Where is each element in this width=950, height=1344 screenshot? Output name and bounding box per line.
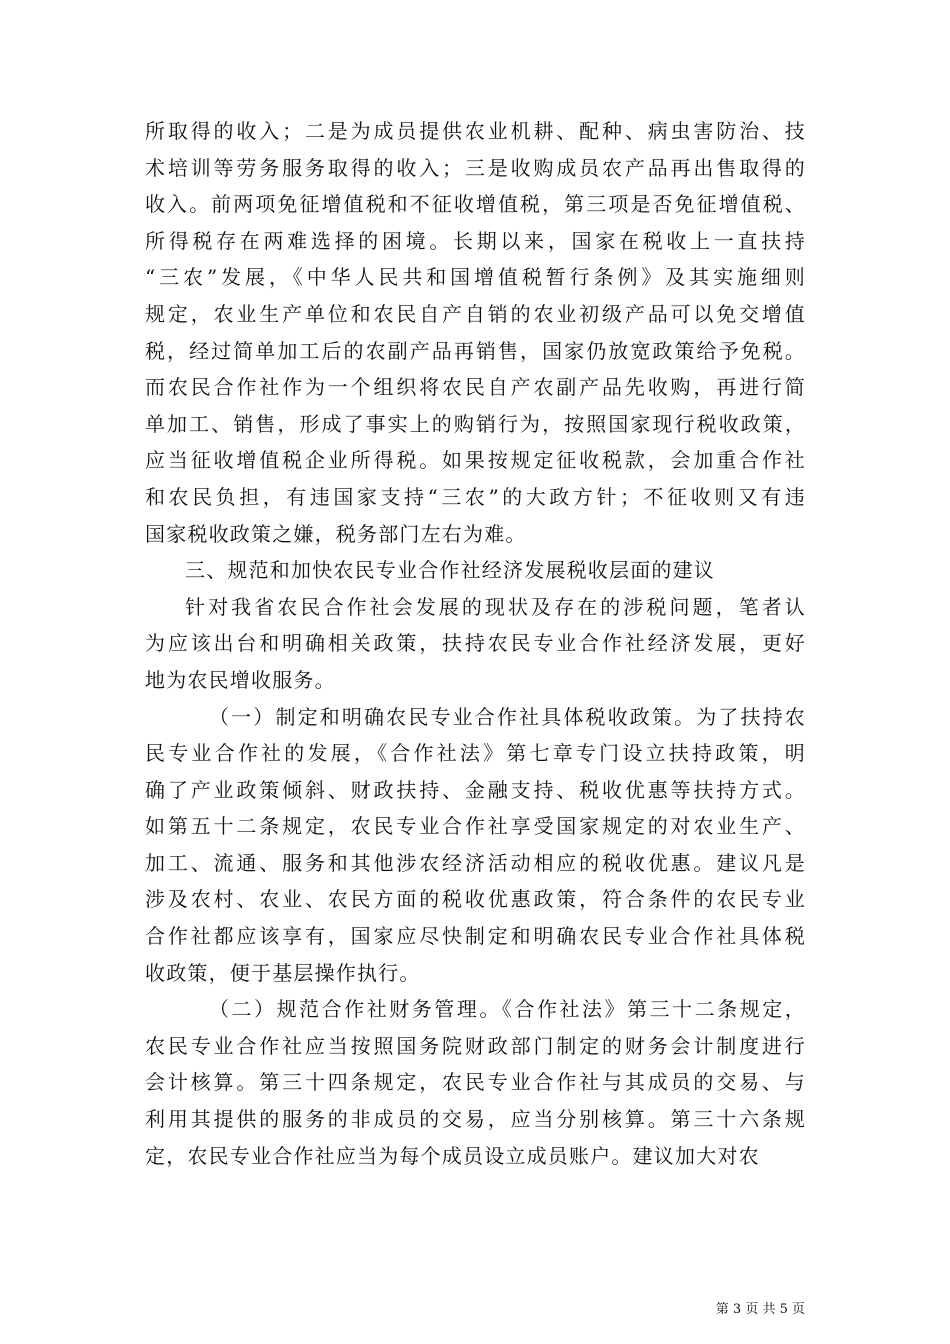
text-line: 单加工、销售，形成了事实上的购销行为，按照国家现行税收政策， [145, 411, 806, 436]
text-line: 收政策，便于基层操作执行。 [145, 960, 421, 985]
text-line: 加工、流通、服务和其他涉农经济活动相应的税收优惠。建议凡是 [145, 850, 806, 875]
text-line: 确了产业政策倾斜、财政扶持、金融支持、税收优惠等扶持方式。 [145, 777, 806, 802]
text-line: （二）规范合作社财务管理。《合作社法》第三十二条规定， [209, 997, 806, 1022]
text-line: “三农”发展，《中华人民共和国增值税暂行条例》及其实施细则 [145, 265, 806, 290]
text-line: 利用其提供的服务的非成员的交易，应当分别核算。第三十六条规 [145, 1107, 806, 1132]
paragraph [145, 699, 806, 992]
text-line: 和农民负担，有违国家支持“三农”的大政方针；不征收则又有违 [145, 484, 806, 509]
text-line: 涉及农村、农业、农民方面的税收优惠政策，符合条件的农民专业 [145, 887, 806, 912]
paragraph [145, 113, 806, 552]
text-line: 会计核算。第三十四条规定，农民专业合作社与其成员的交易、与 [145, 1070, 806, 1095]
text-line: 所取得的收入；二是为成员提供农业机耕、配种、病虫害防治、技 [145, 119, 806, 143]
text-line: 针对我省农民合作社会发展的现状及存在的涉税问题，笔者认 [185, 594, 806, 619]
text-line: 规定，农业生产单位和农民自产自销的农业初级产品可以免交增值 [145, 301, 806, 326]
text-line: 税，经过简单加工后的农副产品再销售，国家仍放宽政策给予免税。 [145, 338, 806, 363]
text-line: 定，农民专业合作社应当为每个成员设立成员账户。建议加大对农 [145, 1143, 760, 1168]
text-line: （一）制定和明确农民专业合作社具体税收政策。为了扶持农 [209, 704, 806, 729]
paragraph [145, 991, 806, 1174]
paragraph [145, 552, 806, 589]
text-line: 收入。前两项免征增值税和不征收增值税，第三项是否免征增值税、 [145, 192, 806, 217]
text-line: 合作社都应该享有，国家应尽快制定和明确农民专业合作社具体税 [145, 924, 806, 949]
text-line: 为应该出台和明确相关政策，扶持农民专业合作社经济发展，更好 [145, 631, 806, 656]
page-number-footer: 第 3 页 共 5 页 [715, 1302, 805, 1317]
text-line: 三、规范和加快农民专业合作社经济发展税收层面的建议 [185, 558, 715, 583]
text-line: 而农民合作社作为一个组织将农民自产农副产品先收购，再进行简 [145, 375, 806, 400]
text-line: 术培训等劳务服务取得的收入；三是收购成员农产品再出售取得的 [145, 155, 806, 180]
text-line: 应当征收增值税企业所得税。如果按规定征收税款，会加重合作社 [145, 448, 806, 473]
text-line: 农民专业合作社应当按照国务院财政部门制定的财务会计制度进行 [145, 1033, 806, 1058]
paragraph [145, 589, 806, 699]
text-line: 国家税收政策之嫌，税务部门左右为难。 [145, 521, 527, 546]
text-line: 民专业合作社的发展，《合作社法》第七章专门设立扶持政策，明 [145, 741, 806, 766]
document-body [145, 113, 806, 1174]
text-line: 所得税存在两难选择的困境。长期以来，国家在税收上一直扶持 [145, 228, 806, 253]
text-line: 地为农民增收服务。 [145, 667, 336, 692]
text-line: 如第五十二条规定，农民专业合作社享受国家规定的对农业生产、 [145, 814, 806, 839]
